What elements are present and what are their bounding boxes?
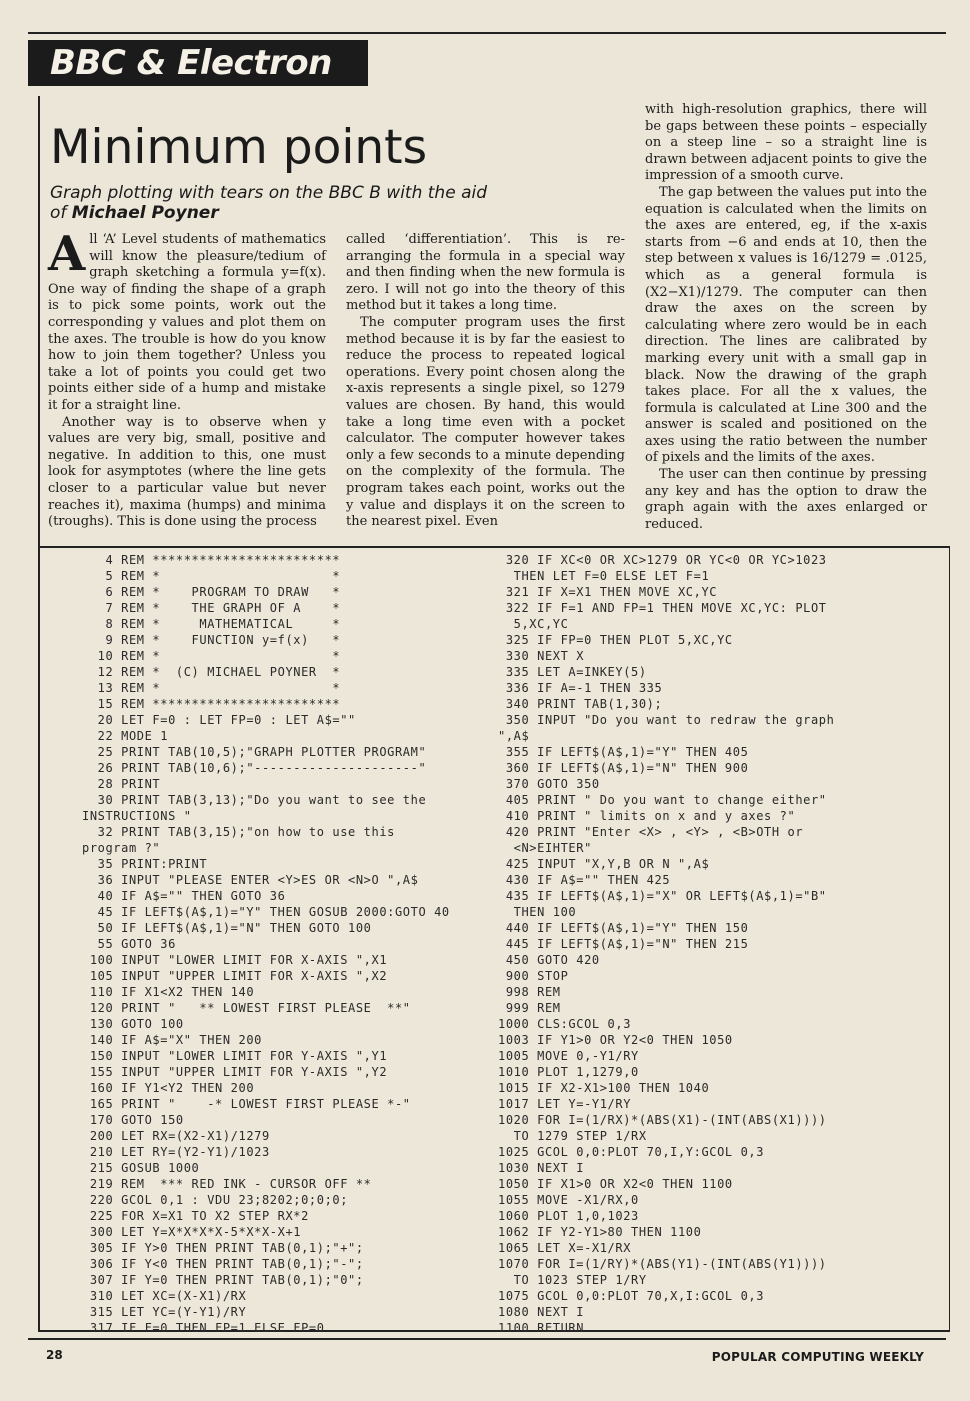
body-paragraph: The user can then continue by pressing any key and has the option to draw the graph again with the axes enlarged or reduced.: [645, 467, 927, 532]
body-paragraph: Another way is to observe when y values are very big, small, positive and negative. In addition to this, one must look for asymptotes (where the line gets closer to a particular value but never reaches it), maxima (humps) and minima (troughs). This is done using the process: [48, 414, 326, 530]
listing-column-right: 320 IF XC<0 OR XC>1279 OR YC<0 OR YC>1023 THEN LET F=0 ELSE LET F=1 321 IF X=X1 THEN MOVE XC,YC 322 IF F=1 AND FP=1 THEN MOVE XC,YC: PLOT 5,XC,YC 325 IF FP=0 THEN PLOT 5,XC,YC 330 NEXT X 335 LET A=INKEY(5) 336 IF A=-1 THEN 335 340 PRINT TAB(1,30); 350 INPUT "Do you want to redraw the graph ",A$ 355 IF LEFT$(A$,1)="Y" THEN 405 360 IF LEFT$(A$,1)="N" THEN 900 370 GOTO 350 405 PRINT " Do you want to change either" 410 PRINT " limits on x and y axes ?" 420 PRINT "Enter <X> , <Y> , <B>OTH or <N>EIHTER" 425 INPUT "X,Y,B OR N ",A$ 430 IF A$="" THEN 425 435 IF LEFT$(A$,1)="X" OR LEFT$(A$,1)="B" THEN 100 440 IF LEFT$(A$,1)="Y" THEN 150 445 IF LEFT$(A$,1)="N" THEN 215 450 GOTO 420 900 STOP 998 REM 999 REM 1000 CLS:GCOL 0,3 1003 IF Y1>0 OR Y2<0 THEN 1050 1005 MOVE 0,-Y1/RY 1010 PLOT 1,1279,0 1015 IF X2-X1>100 THEN 1040 1017 LET Y=-Y1/RY 1020 FOR I=(1/RX)*(ABS(X1)-(INT(ABS(X1)))) TO 1279 STEP 1/RX 1025 GCOL 0,0:PLOT 70,I,Y:GCOL 0,3 1030 NEXT I 1050 IF X1>0 OR X2<0 THEN 1100 1055 MOVE -X1/RX,0 1060 PLOT 1,0,1023 1062 IF Y2-Y1>80 THEN 1100 1065 LET X=-X1/RX 1070 FOR I=(1/RY)*(ABS(Y1)-(INT(ABS(Y1)))) TO 1023 STEP 1/RY 1075 GCOL 0,0:PLOT 70,X,I:GCOL 0,3 1080 NEXT I 1100 RETURN: [498, 553, 835, 1335]
author-name: Michael Poyner: [71, 203, 219, 223]
body-column-2: [346, 232, 625, 531]
body-paragraph: The computer program uses the first method because it is by far the easiest to reduce the process to repeated logical operations. Every point chosen along the x-axis represents a single pixel, so 1279 values are chosen. By hand, this would take a long time even with a pocket calculator. The computer however takes only a few seconds to a minute depending on the complexity of the formula. The program takes each point, works out the y value and displays it on the screen to the nearest pixel. Even: [346, 314, 625, 530]
body-paragraph: [48, 226, 326, 415]
page-number: 28: [46, 1348, 63, 1362]
article-frame-left: [38, 96, 40, 546]
body-paragraph: The gap between the values put into the equation is calculated when the limits on the axes are entered, eg, if the x-axis starts from −6 and ends at 10, then the step between x values is 16/1279 = .0125, which as a general formula is (X2−X1)/1279. The computer can then draw the axes on the screen by calculating where zero would be in each direction. The lines are calibrated by marking every unit with a small gap in black. Now the drawing of the graph takes place. For all the x values, the formula is calculated at Line 300 and the answer is scaled and positioned on the axes using the ratio between the number of pixels and the limits of the axes.: [645, 184, 927, 466]
standfirst: [50, 183, 490, 223]
drop-cap: A: [48, 226, 86, 282]
body-paragraph: called ‘differentiation’. This is re-arranging the formula in a special way and then finding when the new formula is zero. I will not go into the theory of this method but it takes a long time.: [346, 232, 625, 314]
article-headline: Minimum points: [50, 120, 428, 175]
top-rule: [28, 32, 946, 34]
body-column-3: [645, 102, 927, 533]
publication-name: POPULAR COMPUTING WEEKLY: [711, 1350, 924, 1364]
bottom-rule: [28, 1338, 946, 1340]
section-banner: BBC & Electron: [28, 40, 368, 86]
program-listing: [38, 546, 950, 1335]
paragraph-text: ll ‘A’ Level students of mathematics will know the pleasure/tedium of graph sketching a formula y=f(x). One way of finding the shape of a graph is to pick some points, work out the corresponding y values and plot them on the axes. The trouble is how do you know how to join them together? Unless you take a lot of points you could get two points either side of a hump and mistake it for a straight line.: [48, 232, 326, 413]
listing-column-left: 4 REM ************************ 5 REM * * 6 REM * PROGRAM TO DRAW * 7 REM * THE GRAPH OF A * 8 REM * MATHEMATICAL * 9 REM * FUNCTION y=f(x) * 10 REM * * 12 REM * (C) MICHAEL POYNER * 13 REM * * 15 REM ************************ 20 LET F=0 : LET FP=0 : LET A$="" 22 MODE 1 25 PRINT TAB(10,5);"GRAPH PLOTTER PROGRAM" 26 PRINT TAB(10,6);"---------------------" 28 PRINT 30 PRINT TAB(3,13);"Do you want to see the INSTRUCTIONS " 32 PRINT TAB(3,15);"on how to use this program ?" 35 PRINT:PRINT 36 INPUT "PLEASE ENTER <Y>ES OR <N>O ",A$ 40 IF A$="" THEN GOTO 36 45 IF LEFT$(A$,1)="Y" THEN GOSUB 2000:GOTO 40 50 IF LEFT$(A$,1)="N" THEN GOTO 100 55 GOTO 36 100 INPUT "LOWER LIMIT FOR X-AXIS ",X1 105 INPUT "UPPER LIMIT FOR X-AXIS ",X2 110 IF X1<X2 THEN 140 120 PRINT " ** LOWEST FIRST PLEASE **" 130 GOTO 100 140 IF A$="X" THEN 200 150 INPUT "LOWER LIMIT FOR Y-AXIS ",Y1 155 INPUT "UPPER LIMIT FOR Y-AXIS ",Y2 160 IF Y1<Y2 THEN 200 165 PRINT " -* LOWEST FIRST PLEASE *-" 170 GOTO 150 200 LET RX=(X2-X1)/1279 210 LET RY=(Y2-Y1)/1023 215 GOSUB 1000 219 REM *** RED INK - CURSOR OFF ** 220 GCOL 0,1 : VDU 23;8202;0;0;0; 225 FOR X=X1 TO X2 STEP RX*2 300 LET Y=X*X*X*X-5*X*X-X+1 305 IF Y>0 THEN PRINT TAB(0,1);"+"; 306 IF Y<0 THEN PRINT TAB(0,1);"-"; 307 IF Y=0 THEN PRINT TAB(0,1);"0"; 310 LET XC=(X-X1)/RX 315 LET YC=(Y-Y1)/RY 317 IF F=0 THEN FP=1 ELSE FP=0: [82, 553, 450, 1335]
body-column-1: [48, 226, 326, 531]
standfirst-text: Graph plotting with tears on the BBC B with the aid of: [50, 183, 488, 223]
body-paragraph: with high-resolution graphics, there will be gaps between these points – especially on a steep line – so a straight line is drawn between adjacent points to give the impression of a smooth curve.: [645, 102, 927, 184]
